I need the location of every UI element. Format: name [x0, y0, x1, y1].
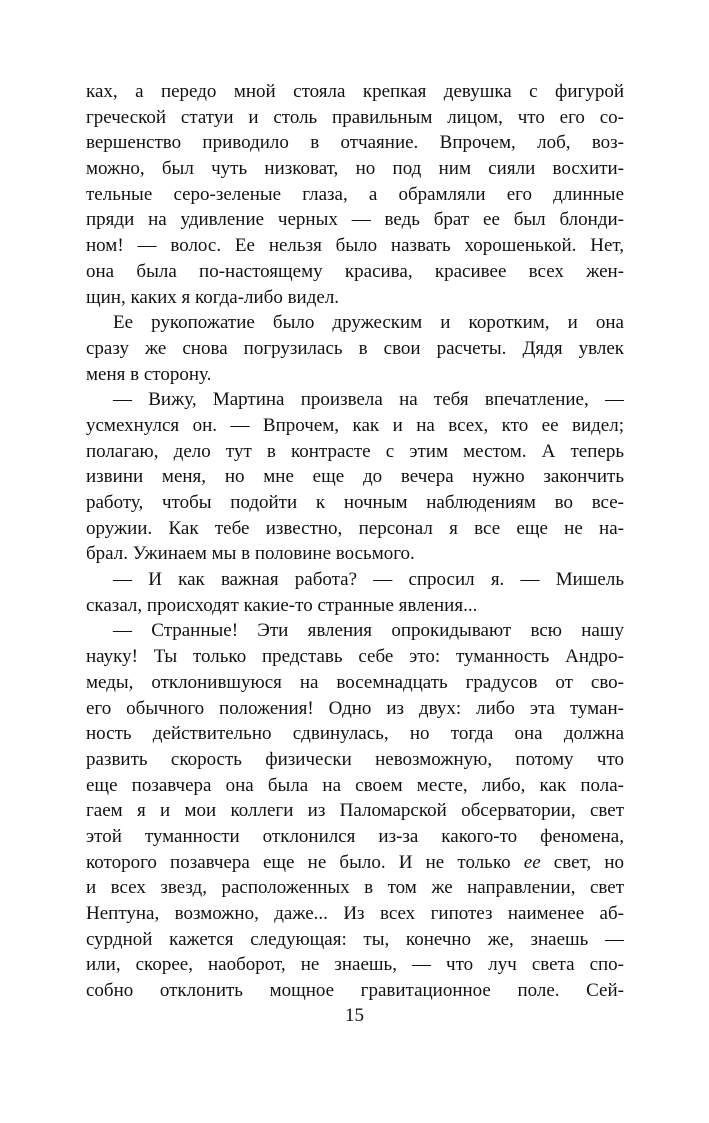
text-line: сурдной кажется следующая: ты, конечно же, знаешь — — [86, 928, 624, 950]
text-line: полагаю, дело тут в контрасте с этим местом. А теперь — [86, 440, 624, 462]
text-line: гаем я и мои коллеги из Паломарской обсерватории, свет — [86, 800, 624, 822]
text-line: Нептуна, возможно, даже... Из всех гипотез наименее аб- — [86, 903, 624, 924]
text-line: ность действительно сдвинулась, но тогда она должна — [86, 723, 624, 745]
text-line: — И как важная работа? — спросил я. — Мишель — [113, 569, 624, 591]
text-line: работу, чтобы подойти к ночным наблюдениям во все- — [86, 492, 624, 513]
text-line: оружии. Как тебе известно, персонал я все еще не на- — [86, 517, 624, 539]
text-line: развить скорость физически невозможную, потому что — [86, 748, 624, 770]
text-line: тельные серо-зеленые глаза, а обрамляли его длинные — [86, 183, 624, 205]
text-line: греческой статуи и столь правильным лицом, что его со- — [86, 106, 624, 128]
text-line: сказал, происходят какие-то странные явления... — [86, 594, 478, 616]
text-line: вершенство приводило в отчаяние. Впрочем, лоб, воз- — [86, 132, 624, 154]
text-line: науку! Ты только представь себе это: туманность Андро- — [86, 646, 624, 668]
page-number: 15 — [345, 1005, 364, 1026]
text-line: усмехнулся он. — Впрочем, как и на всех, кто ее видел; — [86, 414, 624, 436]
text-line: или, скорее, наоборот, не знаешь, — что луч света спо- — [86, 954, 624, 976]
text-line: собно отклонить мощное гравитационное поле. Сей- — [86, 980, 624, 1002]
text-line: извини меня, но мне еще до вечера нужно закончить — [86, 466, 624, 488]
text-line: ках, а передо мной стояла крепкая девушка с фигурой — [86, 81, 624, 102]
text-line: сразу же снова погрузилась в свои расчеты. Дядя увлек — [86, 337, 624, 359]
text-line: меды, отклонившуюся на восемнадцать градусов от сво- — [86, 671, 624, 693]
text-line: Ее рукопожатие было дружеским и коротким, и она — [113, 312, 624, 334]
text-line: еще позавчера она была на своем месте, либо, как пола- — [86, 774, 624, 796]
text-line: меня в сторону. — [86, 363, 212, 385]
emphasis: ее — [523, 851, 541, 873]
body-text — [86, 79, 624, 1004]
text-line: можно, был чуть низковат, но под ним сияли восхити- — [86, 158, 624, 180]
text-line: его обычного положения! Одно из двух: либо эта туман- — [86, 697, 624, 719]
text-line: ном! — волос. Ее нельзя было назвать хорошенькой. Нет, — [86, 235, 624, 257]
text-line: этой туманности отклонился из-за какого-то феномена, — [86, 825, 624, 847]
text-line: — Странные! Эти явления опрокидывают всю нашу — [113, 620, 624, 642]
text-line: щин, каких я когда-либо видел. — [86, 286, 340, 308]
text-line: — Вижу, Мартина произвела на тебя впечатление, — — [113, 389, 624, 411]
text-line: и всех звезд, расположенных в том же направлении, свет — [86, 877, 624, 899]
text-line: она была по-настоящему красива, красивее всех жен- — [86, 260, 624, 282]
text-line: брал. Ужинаем мы в половине восьмого. — [86, 543, 415, 565]
text-line: пряди на удивление черных — ведь брат ее был блонди- — [86, 209, 624, 231]
text-line: которого позавчера еще не было. И не только ее свет, но — [86, 851, 624, 873]
